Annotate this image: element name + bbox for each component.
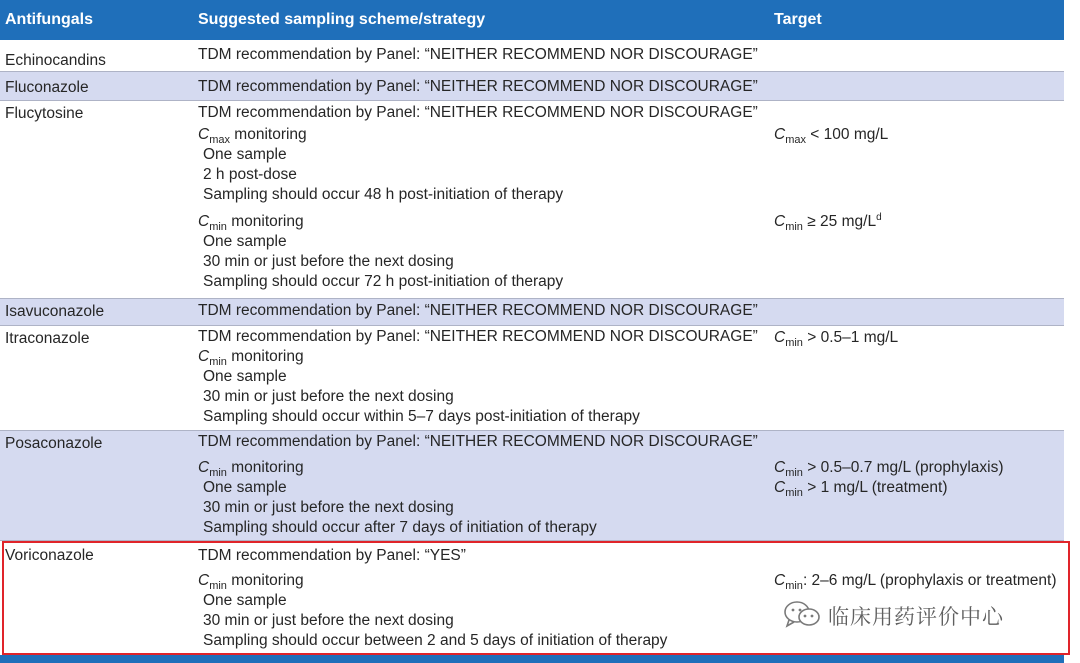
table-row xyxy=(0,299,1064,326)
monitoring-label: monitoring xyxy=(229,126,307,143)
antifungal-name: Fluconazole xyxy=(5,79,89,96)
antifungal-name: Isavuconazole xyxy=(5,303,105,320)
monitoring-label: monitoring xyxy=(226,572,304,589)
header-antifungals: Antifungals xyxy=(5,11,93,28)
header-sampling-strategy: Suggested sampling scheme/strategy xyxy=(198,11,486,28)
monitoring-symbol: C xyxy=(198,213,210,230)
target-symbol: C xyxy=(774,479,786,496)
sampling-detail: Sampling should occur 72 h post-initiation of therapy xyxy=(203,273,564,290)
monitoring-subscript: min xyxy=(209,221,227,233)
header-target: Target xyxy=(774,11,822,28)
target-subscript: max xyxy=(785,134,806,146)
target-value xyxy=(774,328,898,348)
tdm-recommendation: TDM recommendation by Panel: “NEITHER RECOMMEND NOR DISCOURAGE” xyxy=(198,433,758,450)
target-text: ≥ 25 mg/L xyxy=(802,213,877,230)
antifungal-name: Echinocandins xyxy=(5,52,106,69)
monitoring-type xyxy=(198,212,304,232)
table-row xyxy=(0,72,1064,101)
target-value xyxy=(774,571,1057,591)
sampling-detail: Sampling should occur within 5–7 days post-initiation of therapy xyxy=(203,408,640,425)
target-subscript: min xyxy=(785,580,803,592)
table-row xyxy=(0,40,1064,72)
sampling-detail: 30 min or just before the next dosing xyxy=(203,253,454,270)
table-header xyxy=(0,0,1064,40)
target-symbol: C xyxy=(774,572,786,589)
target-value xyxy=(774,212,882,232)
table-row xyxy=(0,101,1064,299)
antifungal-name: Voriconazole xyxy=(5,547,94,564)
target-subscript: min xyxy=(785,487,803,499)
watermark-text: 临床用药评价中心 xyxy=(828,606,1004,629)
sampling-detail: Sampling should occur between 2 and 5 days of initiation of therapy xyxy=(203,632,668,649)
monitoring-type xyxy=(198,458,304,478)
monitoring-type xyxy=(198,347,304,367)
monitoring-symbol: C xyxy=(198,126,210,143)
sampling-detail: One sample xyxy=(203,479,287,496)
footnote-marker: d xyxy=(876,212,882,223)
sampling-detail: 30 min or just before the next dosing xyxy=(203,612,454,629)
antifungal-name: Itraconazole xyxy=(5,330,90,347)
target-symbol: C xyxy=(774,329,786,346)
monitoring-subscript: max xyxy=(209,134,230,146)
monitoring-symbol: C xyxy=(198,459,210,476)
table-row xyxy=(0,326,1064,431)
sampling-detail: One sample xyxy=(203,368,287,385)
monitoring-type xyxy=(198,125,307,145)
monitoring-label: monitoring xyxy=(226,348,304,365)
monitoring-subscript: min xyxy=(209,356,227,368)
target-text: > 0.5–0.7 mg/L (prophylaxis) xyxy=(802,459,1004,476)
tdm-recommendation: TDM recommendation by Panel: “NEITHER RECOMMEND NOR DISCOURAGE” xyxy=(198,328,758,345)
target-symbol: C xyxy=(774,459,786,476)
table-row xyxy=(0,541,1064,656)
sampling-detail: One sample xyxy=(203,233,287,250)
monitoring-label: monitoring xyxy=(226,459,304,476)
sampling-detail: One sample xyxy=(203,146,287,163)
target-text: > 0.5–1 mg/L xyxy=(802,329,899,346)
sampling-detail: 2 h post-dose xyxy=(203,166,297,183)
monitoring-type xyxy=(198,571,304,591)
target-text: : 2–6 mg/L (prophylaxis or treatment) xyxy=(802,572,1057,589)
sampling-detail: Sampling should occur after 7 days of initiation of therapy xyxy=(203,519,597,536)
target-subscript: min xyxy=(785,337,803,349)
sampling-detail: One sample xyxy=(203,592,287,609)
monitoring-subscript: min xyxy=(209,580,227,592)
tdm-recommendation: TDM recommendation by Panel: “NEITHER RECOMMEND NOR DISCOURAGE” xyxy=(198,78,758,95)
antifungal-name: Flucytosine xyxy=(5,105,84,122)
target-subscript: min xyxy=(785,221,803,233)
sampling-detail: Sampling should occur 48 h post-initiation of therapy xyxy=(203,186,564,203)
antifungal-name: Posaconazole xyxy=(5,435,103,452)
target-text: > 1 mg/L (treatment) xyxy=(802,479,948,496)
target-value xyxy=(774,125,888,145)
table-bottom-bar xyxy=(0,655,1064,663)
monitoring-subscript: min xyxy=(209,467,227,479)
target-value xyxy=(774,478,948,498)
sampling-detail: 30 min or just before the next dosing xyxy=(203,499,454,516)
tdm-recommendation: TDM recommendation by Panel: “NEITHER RECOMMEND NOR DISCOURAGE” xyxy=(198,302,758,319)
monitoring-symbol: C xyxy=(198,348,210,365)
tdm-recommendation: TDM recommendation by Panel: “NEITHER RECOMMEND NOR DISCOURAGE” xyxy=(198,46,758,63)
target-symbol: C xyxy=(774,126,786,143)
tdm-recommendation: TDM recommendation by Panel: “YES” xyxy=(198,547,466,564)
wechat-icon xyxy=(782,600,822,634)
monitoring-symbol: C xyxy=(198,572,210,589)
target-text: < 100 mg/L xyxy=(805,126,889,143)
table-row xyxy=(0,431,1064,541)
monitoring-label: monitoring xyxy=(226,213,304,230)
target-symbol: C xyxy=(774,213,786,230)
target-subscript: min xyxy=(785,467,803,479)
target-value xyxy=(774,458,1004,478)
sampling-detail: 30 min or just before the next dosing xyxy=(203,388,454,405)
tdm-recommendation: TDM recommendation by Panel: “NEITHER RECOMMEND NOR DISCOURAGE” xyxy=(198,104,758,121)
